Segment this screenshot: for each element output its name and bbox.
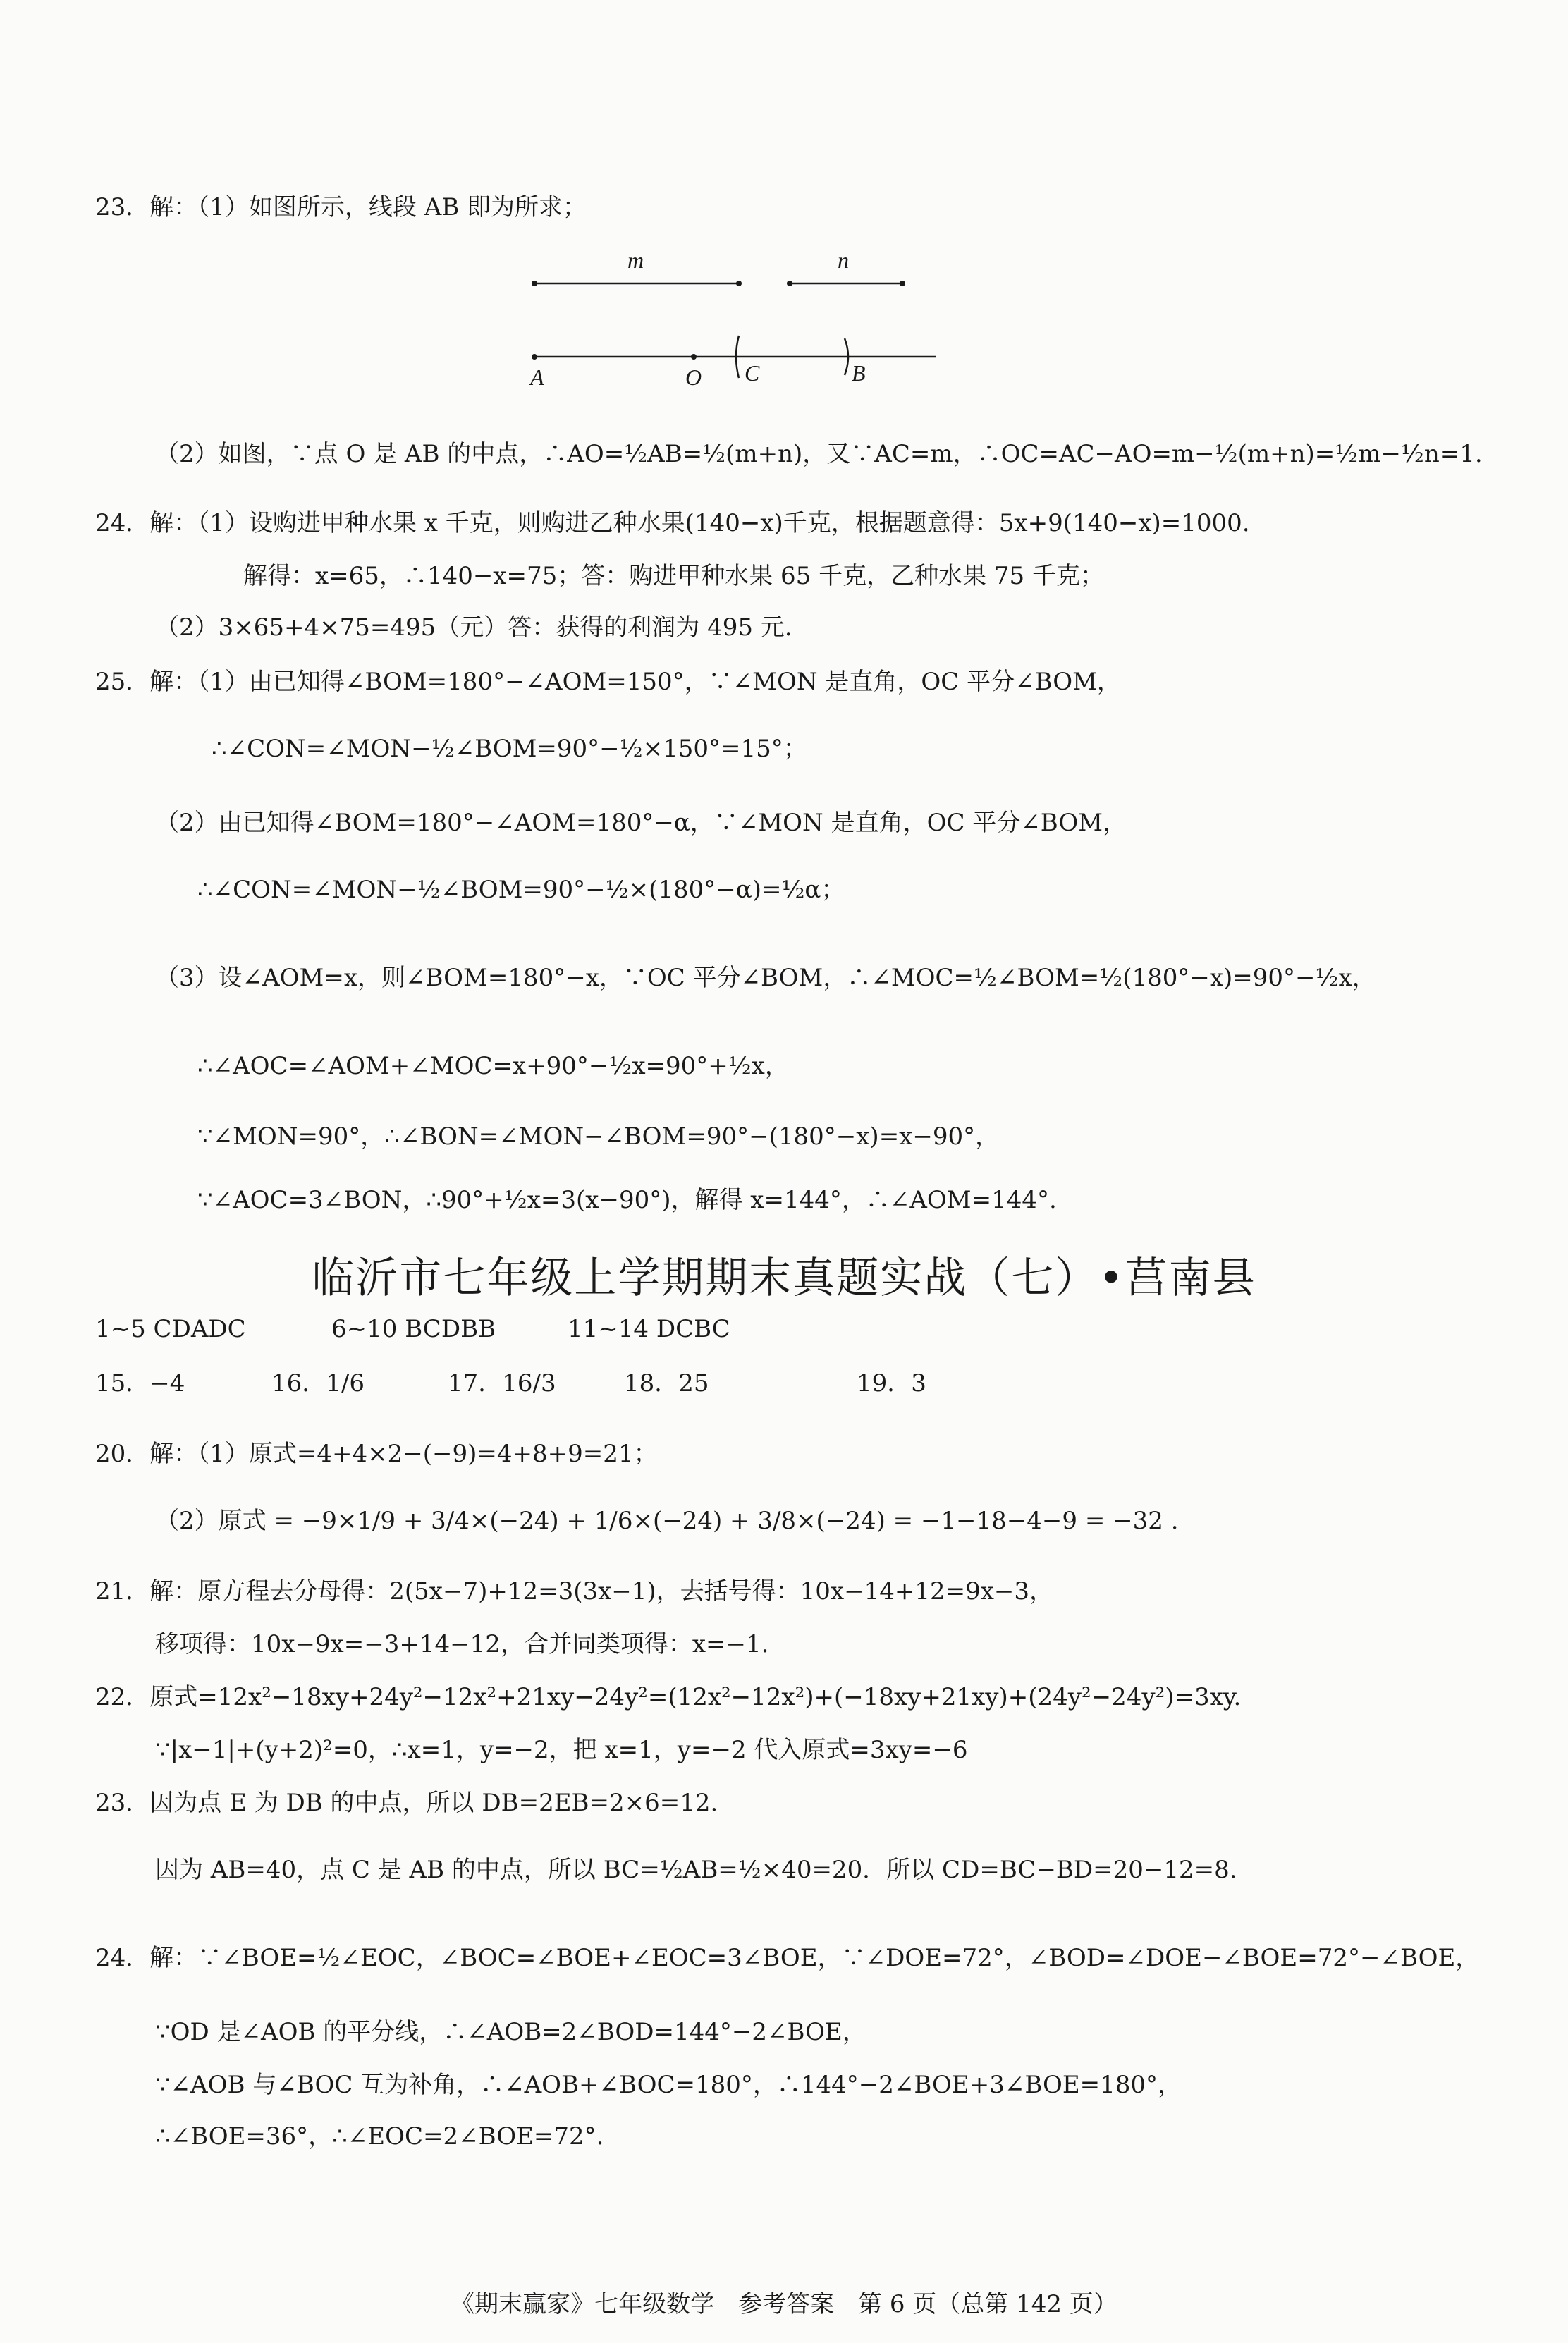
segment-figure: [522, 240, 945, 402]
label-A: A: [530, 365, 544, 390]
text-line: ∴∠CON=∠MON−½∠BOM=90°−½×150°=15°；: [212, 735, 807, 763]
text-line: （3）设∠AOM=x，则∠BOM=180°−x，∵OC 平分∠BOM，∴∠MOC=½∠BOM=½(180°−x)=90°−½x，: [155, 964, 1376, 992]
answer-item: 16．1/6: [271, 1369, 365, 1397]
text-line: ∵∠AOB 与∠BOC 互为补角，∴∠AOB+∠BOC=180°，∴144°−2∠BOE+3∠BOE=180°，: [155, 2071, 1182, 2099]
text-line: 因为 AB=40，点 C 是 AB 的中点，所以 BC=½AB=½×40=20．所以 CD=BC−BD=20−12=8.: [155, 1856, 1237, 1884]
text-line: （2）由已知得∠BOM=180°−∠AOM=180°−α，∵∠MON 是直角，OC 平分∠BOM，: [155, 809, 1127, 837]
answer-item: 15．−4: [95, 1369, 185, 1397]
text-line: （2）3×65+4×75=495（元）答：获得的利润为 495 元.: [155, 613, 792, 642]
page-footer: 《期末赢家》七年级数学 参考答案 第 6 页（总第 142 页）: [451, 2290, 1117, 2318]
label-B: B: [852, 360, 866, 386]
text-line: 24．解：（1）设购进甲种水果 x 千克，则购进乙种水果(140−x)千克，根据题意得：5x+9(140−x)=1000.: [95, 509, 1250, 537]
label-m: m: [627, 247, 644, 273]
text-line: 23．因为点 E 为 DB 的中点，所以 DB=2EB=2×6=12.: [95, 1789, 718, 1817]
answer-item: 17．16/3: [448, 1369, 556, 1397]
text-line: 23．解：（1）如图所示，线段 AB 即为所求；: [95, 193, 587, 221]
text-line: ∴∠BOE=36°，∴∠EOC=2∠BOE=72°.: [155, 2122, 604, 2151]
text-line: 20．解：（1）原式=4+4×2−(−9)=4+8+9=21；: [95, 1440, 658, 1468]
answer-group: 6~10 BCDBB: [331, 1315, 496, 1343]
text-line: 22．原式=12x²−18xy+24y²−12x²+21xy−24y²=(12x²−12x²)+(−18xy+21xy)+(24y²−24y²)=3xy.: [95, 1683, 1242, 1711]
answer-group: 1~5 CDADC: [95, 1315, 246, 1343]
answer-item: 18．25: [624, 1369, 709, 1397]
text-line: 24．解：∵∠BOE=½∠EOC，∠BOC=∠BOE+∠EOC=3∠BOE，∵∠DOE=72°，∠BOD=∠DOE−∠BOE=72°−∠BOE，: [95, 1944, 1480, 1972]
text-line: ∵|x−1|+(y+2)²=0，∴x=1，y=−2，把 x=1，y=−2 代入原式=3xy=−6: [155, 1736, 968, 1764]
answer-group: 11~14 DCBC: [568, 1315, 730, 1343]
text-line: ∵∠MON=90°，∴∠BON=∠MON−∠BOM=90°−(180°−x)=x−90°，: [197, 1122, 1000, 1151]
label-n: n: [838, 247, 849, 273]
section-title: 临沂市七年级上学期期末真题实战（七）•莒南县: [312, 1254, 1256, 1303]
text-line: ∴∠AOC=∠AOM+∠MOC=x+90°−½x=90°+½x，: [197, 1052, 789, 1080]
text-line: （2）如图，∵点 O 是 AB 的中点，∴AO=½AB=½(m+n)，又∵AC=m，∴OC=AC−AO=m−½(m+n)=½m−½n=1.: [155, 440, 1483, 468]
answer-item: 19．3: [857, 1369, 926, 1397]
text-line: ∵OD 是∠AOB 的平分线，∴∠AOB=2∠BOD=144°−2∠BOE，: [155, 2018, 866, 2046]
text-line: ∴∠CON=∠MON−½∠BOM=90°−½×(180°−α)=½α；: [197, 876, 845, 904]
text-line: 移项得：10x−9x=−3+14−12，合并同类项得：x=−1.: [155, 1630, 769, 1658]
text-line: 25．解：（1）由已知得∠BOM=180°−∠AOM=150°，∵∠MON 是直角，OC 平分∠BOM，: [95, 668, 1121, 696]
label-C: C: [745, 360, 760, 386]
text-line: （2）原式 = −9×1/9 + 3/4×(−24) + 1/6×(−24) + 3/8×(−24) = −1−18−4−9 = −32 .: [155, 1507, 1179, 1535]
text-line: ∵∠AOC=3∠BON，∴90°+½x=3(x−90°)，解得 x=144°，∴∠AOM=144°.: [197, 1186, 1057, 1214]
text-line: 解得：x=65，∴140−x=75；答：购进甲种水果 65 千克，乙种水果 75 千克；: [243, 562, 1104, 590]
text-line: 21．解：原方程去分母得：2(5x−7)+12=3(3x−1)，去括号得：10x−14+12=9x−3，: [95, 1577, 1054, 1605]
label-O: O: [685, 365, 702, 390]
